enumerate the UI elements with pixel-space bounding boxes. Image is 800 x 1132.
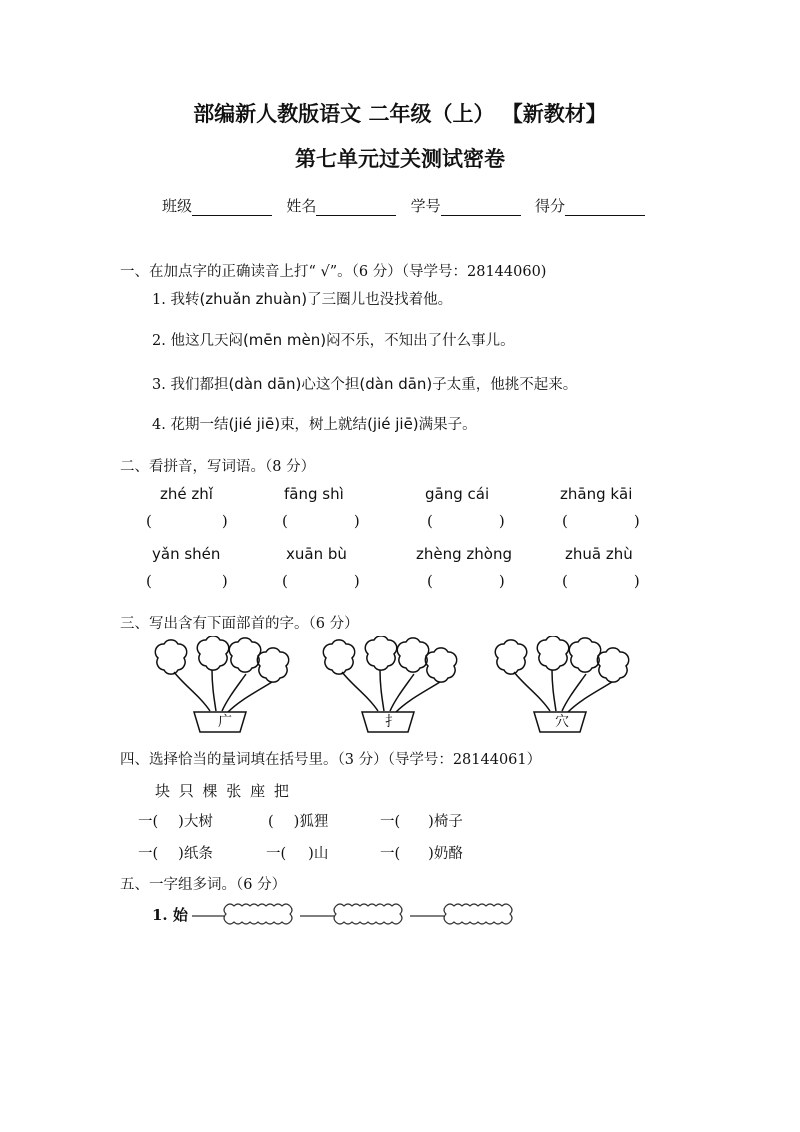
q2-answer-7[interactable]: ( ) bbox=[427, 572, 505, 590]
q1-item-2-suffix: 闷不乐，不知出了什么事儿。 bbox=[326, 333, 515, 349]
q4-item-4[interactable]: 一( )纸条 bbox=[138, 846, 213, 862]
q2-pinyin-4: zhāng kāi bbox=[560, 485, 633, 503]
q2-heading: 二、看拼音，写词语。（8 分） bbox=[120, 459, 316, 475]
q2-answer-2[interactable]: ( ) bbox=[282, 512, 360, 530]
q1-item-4-middle: 束，树上就结 bbox=[280, 417, 368, 433]
q4-item-5[interactable]: 一( )山 bbox=[266, 846, 329, 862]
q5-item-label: 1. 始 bbox=[152, 906, 188, 924]
q2-answer-3[interactable]: ( ) bbox=[427, 512, 505, 530]
q1-item-1-pinyin[interactable]: (zhuǎn zhuàn) bbox=[199, 290, 308, 308]
q1-item-1-prefix: 1. 我转 bbox=[152, 292, 200, 308]
q1-item-3-pinyin2[interactable]: (dàn dān) bbox=[359, 375, 433, 393]
q2-pinyin-3: gāng cái bbox=[425, 485, 490, 503]
q4-item-6[interactable]: 一( )奶酪 bbox=[380, 846, 463, 862]
q2-answer-4[interactable]: ( ) bbox=[562, 512, 640, 530]
q2-pinyin-5: yǎn shén bbox=[152, 545, 221, 563]
q4-item-2[interactable]: ( )狐狸 bbox=[268, 814, 329, 830]
q2-pinyin-7: zhèng zhòng bbox=[416, 545, 512, 563]
q2-pinyin-2: fāng shì bbox=[284, 485, 344, 503]
q2-pinyin-1: zhé zhǐ bbox=[160, 485, 213, 503]
page-subtitle: 第七单元过关测试密卷 bbox=[295, 146, 505, 171]
q3-heading: 三、写出含有下面部首的字。（6 分） bbox=[120, 616, 359, 632]
q2-answer-5[interactable]: ( ) bbox=[146, 572, 228, 590]
q5-word-chain bbox=[190, 898, 530, 934]
q1-item-4-pinyin[interactable]: (jié jiē) bbox=[228, 415, 281, 433]
q4-word-bank: 块 只 棵 张 座 把 bbox=[155, 782, 291, 800]
q4-heading: 四、选择恰当的量词填在括号里。（3 分）（导学号：28144061） bbox=[120, 752, 542, 768]
radical-3: 穴 bbox=[555, 714, 569, 730]
q1-item-1 bbox=[152, 288, 452, 309]
q4-item-3[interactable]: 一( )椅子 bbox=[380, 814, 463, 830]
q2-pinyin-8: zhuā zhù bbox=[565, 545, 633, 563]
info-fields bbox=[162, 195, 645, 216]
q1-item-4-pinyin2[interactable]: (jié jiē) bbox=[367, 415, 419, 433]
radical-2: 扌 bbox=[385, 714, 399, 730]
name-label: 姓名 bbox=[286, 197, 317, 215]
q2-answer-8[interactable]: ( ) bbox=[562, 572, 640, 590]
q2-pinyin-6: xuān bù bbox=[286, 545, 347, 563]
q2-answer-6[interactable]: ( ) bbox=[282, 572, 360, 590]
score-field[interactable] bbox=[565, 199, 645, 216]
q1-item-4-suffix: 满果子。 bbox=[418, 417, 477, 433]
class-field[interactable] bbox=[192, 199, 272, 216]
q1-item-3 bbox=[152, 373, 577, 394]
q1-item-2-pinyin[interactable]: (mēn mèn) bbox=[242, 331, 327, 349]
q2-answer-1[interactable]: ( ) bbox=[146, 512, 228, 530]
q1-item-4-prefix: 4. 花期一结 bbox=[152, 417, 229, 433]
q1-item-3-pinyin[interactable]: (dàn dān) bbox=[228, 375, 302, 393]
class-label: 班级 bbox=[162, 197, 193, 215]
q1-item-3-prefix: 3. 我们都担 bbox=[152, 377, 229, 393]
q1-item-4 bbox=[152, 413, 477, 434]
score-label: 得分 bbox=[534, 197, 565, 215]
q4-item-1[interactable]: 一( )大树 bbox=[138, 814, 213, 830]
q1-item-2 bbox=[152, 329, 515, 350]
number-label: 学号 bbox=[410, 197, 441, 215]
q5-heading: 五、一字组多词。（6 分） bbox=[120, 877, 287, 893]
number-field[interactable] bbox=[441, 199, 521, 216]
name-field[interactable] bbox=[316, 199, 396, 216]
q1-heading: 一、在加点字的正确读音上打“ √”。（6 分）（导学号：28144060) bbox=[120, 264, 547, 280]
radical-1: 广 bbox=[218, 714, 232, 730]
q1-item-1-suffix: 了三圈儿也没找着他。 bbox=[307, 292, 453, 308]
q1-item-2-prefix: 2. 他这几天闷 bbox=[152, 333, 243, 349]
page-title: 部编新人教版语文 二年级（上） 【新教材】 bbox=[193, 101, 607, 126]
q1-item-3-middle: 心这个担 bbox=[301, 377, 360, 393]
q1-item-3-suffix: 子太重，他挑不起来。 bbox=[432, 377, 578, 393]
